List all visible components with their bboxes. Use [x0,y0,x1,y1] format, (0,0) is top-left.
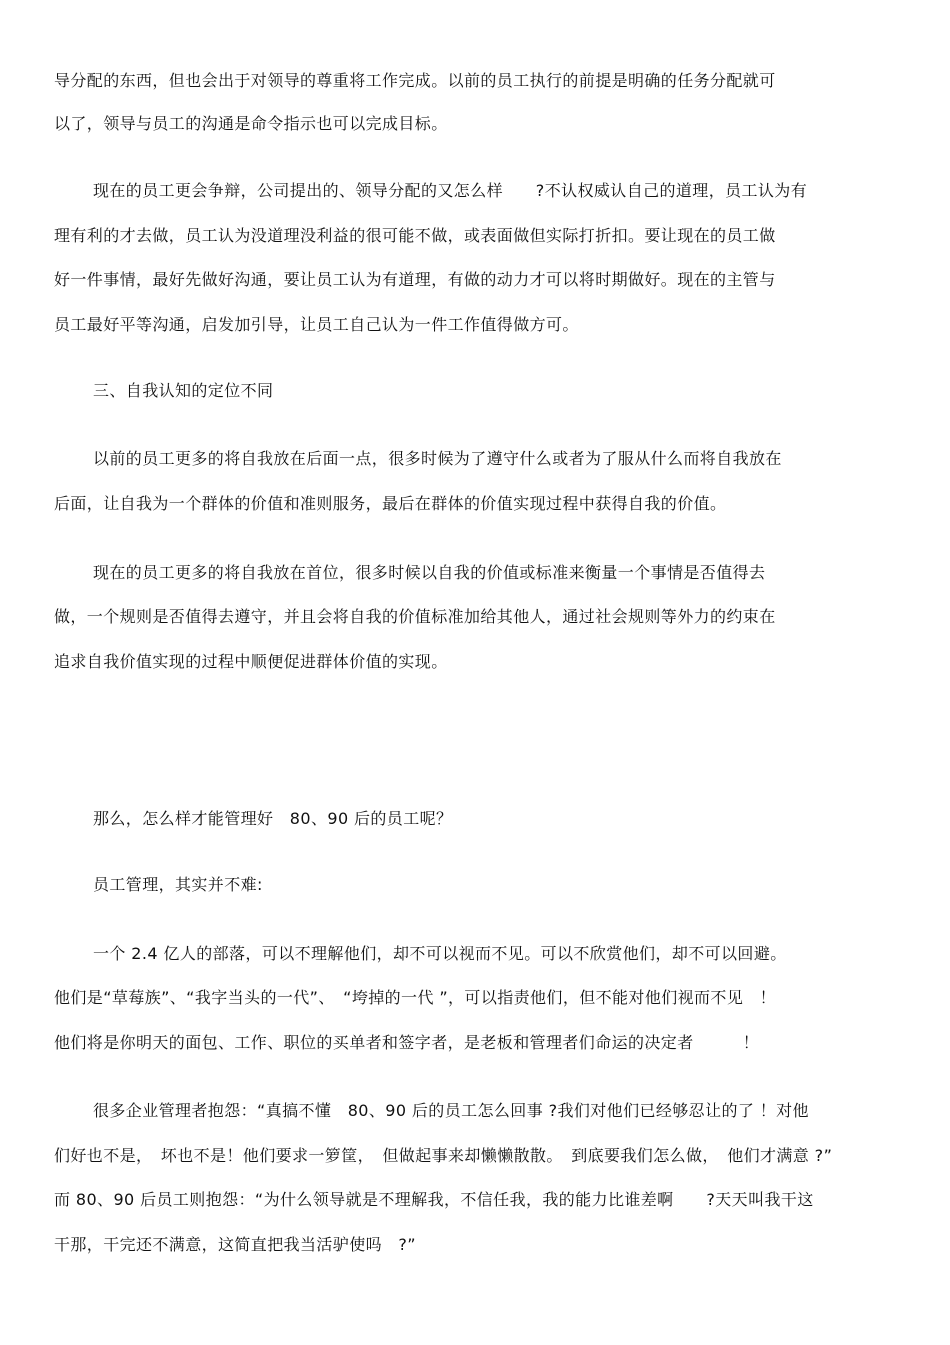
text-line: 后面，让自我为一个群体的价值和准则服务，最后在群体的价值实现过程中获得自我的价值。 [54,494,727,513]
paragraph-line: 很多企业管理者抱怨：“真搞不懂 80、90 后的员工怎么回事 ?我们对他们已经够忍让的了 ！对他 [93,1101,809,1120]
text-line: 导分配的东西，但也会出于对领导的尊重将工作完成。以前的员工执行的前提是明确的任务分配就可 [54,71,776,90]
text-line: 做，一个规则是否值得去遵守，并且会将自我的价值标准加给其他人，通过社会规则等外力的约束在 [54,607,776,626]
text-line: 好一件事情，最好先做好沟通，要让员工认为有道理，有做的动力才可以将时期做好。现在的主管与 [54,270,776,289]
paragraph-line: 一个 2.4 亿人的部落，可以不理解他们，却不可以视而不见。可以不欣赏他们，却不可以回避。 [93,944,787,963]
text-line: 以了，领导与员工的沟通是命令指示也可以完成目标。 [54,114,448,133]
text-line: 追求自我价值实现的过程中顺便促进群体价值的实现。 [54,652,448,671]
text-line: 他们是“草莓族”、“我字当头的一代”、 “垮掉的一代 ”，可以指责他们，但不能对他们视而不见 ！ [54,988,777,1007]
paragraph-line: 以前的员工更多的将自我放在后面一点，很多时候为了遵守什么或者为了服从什么而将自我放在 [93,449,782,468]
text-line: 他们将是你明天的面包、工作、职位的买单者和签字者，是老板和管理者们命运的决定者 ！ [54,1033,760,1052]
text-line: 理有利的才去做，员工认为没道理没利益的很可能不做，或表面做但实际打折扣。要让现在的员工做 [54,226,776,245]
paragraph-line: 那么，怎么样才能管理好 80、90 后的员工呢？ [93,809,453,828]
paragraph-line: 现在的员工更多的将自我放在首位，很多时候以自我的价值或标准来衡量一个事情是否值得去 [93,563,766,582]
text-line: 干那，干完还不满意，这简直把我当活驴使吗 ?” [54,1235,416,1254]
paragraph-line: 现在的员工更会争辩，公司提出的、领导分配的又怎么样 ?不认权威认自己的道理，员工认为有 [93,181,808,200]
paragraph-line: 员工管理，其实并不难: [93,875,263,894]
text-line: 而 80、90 后员工则抱怨：“为什么领导就是不理解我，不信任我，我的能力比谁差啊 ?天天叫我干这 [54,1190,814,1209]
text-line: 员工最好平等沟通，启发加引导，让员工自己认为一件工作值得做方可。 [54,315,579,334]
section-heading: 三、自我认知的定位不同 [93,381,274,400]
text-line: 们好也不是， 坏也不是！他们要求一箩筐， 但做起事来却懒懒散散。 到底要我们怎么做， 他们才满意 ?” [54,1146,833,1165]
